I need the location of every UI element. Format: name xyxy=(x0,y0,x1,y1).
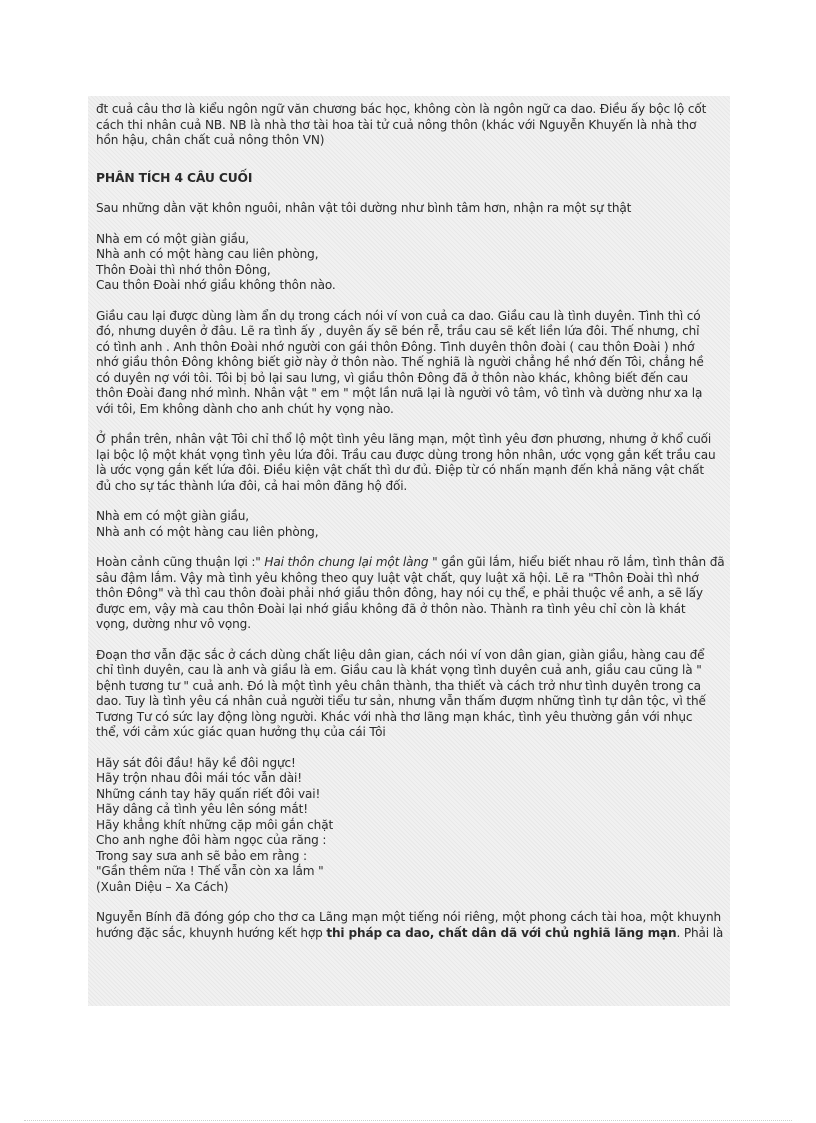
text-line: Ở phần trên, nhân vật Tôi chỉ thổ lộ một tình yêu lãng mạn, một tình yêu đơn phương, nhưng ở khổ cuối xyxy=(96,432,712,446)
text-run: Hoàn cảnh cũng thuận lợi :" xyxy=(96,555,265,569)
poem-3 xyxy=(96,756,732,896)
text-line: sâu đậm lắm. Vậy mà tình yêu không theo quy luật vật chất, quy luật xã hội. Lẽ ra "Thôn Đoài thì nhớ xyxy=(96,570,699,585)
poem-line: Hãy dâng cả tình yêu lên sóng mắt! xyxy=(96,802,308,816)
text-line: đó, nhưng duyên ở đâu. Lẽ ra tình ấy , duyên ấy sẽ bén rễ, trầu cau sẽ kết liền lứa đôi. Thế nhưng, chỉ xyxy=(96,324,700,338)
poem-line: Cho anh nghe đôi hàm ngọc của răng : xyxy=(96,833,327,847)
poem-line: Hãy khẳng khít những cặp môi gắn chặt xyxy=(96,817,334,832)
quote-italic: Hai thôn chung lại một làng xyxy=(264,555,429,569)
text-line: Nguyễn Bính đã đóng góp cho thơ ca Lãng mạn một tiếng nói riêng, một phong cách tài hoa, một khuynh xyxy=(96,910,721,924)
poem-line: Cau thôn Đoài nhớ giầu không thôn nào. xyxy=(96,278,336,292)
text-line: Đoạn thơ vẫn đặc sắc ở cách dùng chất liệu dân gian, cách nói ví von dân gian, giàn giầu, hàng cau để xyxy=(96,647,705,662)
text-run: hướng đặc sắc, khuynh hướng kết hợp xyxy=(96,925,327,940)
bold-phrase: thi pháp ca dao, chất dân dã với chủ nghiã lãng mạn xyxy=(326,925,677,940)
document-body xyxy=(96,102,732,956)
text-line: thể, với cảm xúc giác quan hưởng thụ của cái Tôi xyxy=(96,725,386,739)
text-line: lại bộc lộ một khát vọng tình yêu lứa đôi. Trầu cau được dùng trong hôn nhân, ước vọng gắn kết trầu cau xyxy=(96,447,716,462)
page-bottom-rule xyxy=(24,1120,792,1121)
poem-line: Trong say sưa anh sẽ bảo em rằng : xyxy=(96,848,307,863)
text-line: với tôi, Em không dành cho anh chút hy vọng nào. xyxy=(96,401,394,416)
text-line: vọng, dường như vô vọng. xyxy=(96,617,251,631)
text-line xyxy=(96,555,732,571)
text-line: là ước vọng gắn kết lứa đôi. Điều kiện vật chất thì dư đủ. Điệp từ có nhấn mạnh đến khả năng vật chất xyxy=(96,463,704,477)
text-line: Tương Tư có sức lay động lòng người. Khác với nhà thơ lãng mạn khác, tình yêu thường gắn với nhục xyxy=(96,709,693,724)
text-line: được em, vậy mà cau thôn Đoài lại nhớ giầu không đã ở thôn nào. Thành ra tình yêu chỉ còn là khát xyxy=(96,601,686,616)
text-line: có duyên nợ với tôi. Tôi bị bỏ lại sau lưng, vì giầu thôn Đông đã ở thôn nào khác, không biết đến cau xyxy=(96,370,688,385)
text-line: chỉ tình duyên, cau là anh và giầu là em. Giầu cau là khát vọng tình duyên cuả anh, giầu cau cũng là " xyxy=(96,663,702,677)
text-run: " gần gũi lắm, hiểu biết nhau rõ lắm, tình thân đã xyxy=(428,555,725,569)
poem-line: "Gần thêm nữa ! Thế vẫn còn xa lắm " xyxy=(96,864,324,878)
section-heading: PHÂN TÍCH 4 CÂU CUỐI xyxy=(96,170,253,185)
poem-attribution: (Xuân Diệu – Xa Cách) xyxy=(96,879,229,894)
poem-line: Những cánh tay hãy quấn riết đôi vai! xyxy=(96,786,321,801)
poem-line: Nhà em có một giàn giầu, xyxy=(96,509,250,523)
text-run: . Phải là xyxy=(676,925,724,940)
text-line: hồn hậu, chân chất cuả nông thôn VN) xyxy=(96,133,325,147)
paragraph-6 xyxy=(96,910,732,941)
poem-line: Hãy trộn nhau đôi mái tóc vẫn dài! xyxy=(96,771,302,785)
poem-1 xyxy=(96,232,732,294)
text-line: dao. Tuy là tình yêu cá nhân cuả người tiểu tư sản, nhưng vẫn thấm đượm những tình tự dân tộc, vì thế xyxy=(96,694,706,708)
paragraph-5 xyxy=(96,648,732,741)
poem-2 xyxy=(96,509,732,540)
text-line: Giầu cau lại được dùng làm ẩn dụ trong cách nói ví von cuả ca dao. Giầu cau là tình duyên. Tình thì có xyxy=(96,308,701,323)
paragraph-3 xyxy=(96,432,732,494)
text-line: thôn Đông" và thì cau thôn đoài phải nhớ giầu thôn đông, hay nói cụ thể, e phải thuộc về anh, a sẽ lấy xyxy=(96,586,703,600)
text-line: bệnh tương tư " cuả anh. Đó là một tình yêu chân thành, tha thiết và cách trở như tình duyên trong ca xyxy=(96,678,701,693)
poem-line: Thôn Đoài thì nhớ thôn Đông, xyxy=(96,262,271,277)
poem-line: Nhà anh có một hàng cau liên phòng, xyxy=(96,247,319,261)
poem-line: Nhà em có một giàn giầu, xyxy=(96,231,250,246)
text-line: đủ cho sự tác thành lứa đôi, cả hai môn đăng hộ đối. xyxy=(96,478,408,493)
text-line: nhớ giầu thôn Đông không biết giờ này ở thôn nào. Thế nghiã là người chẳng hề nhớ đến Tôi, chẳng hề xyxy=(96,355,704,369)
paragraph-2 xyxy=(96,309,732,418)
text-line xyxy=(96,926,732,942)
text-line: cách thi nhân cuả NB. NB là nhà thơ tài hoa tài tử cuả nông thôn (khác với Nguyễn Khuyến là nhà thơ xyxy=(96,117,697,132)
paragraph-4 xyxy=(96,555,732,633)
poem-line: Nhà anh có một hàng cau liên phòng, xyxy=(96,524,319,539)
text-line: thôn Đoài đang nhớ mình. Nhân vật " em " một lần nưã lại là người vô tâm, vô tình và dường như xa lạ xyxy=(96,386,703,400)
intro-paragraph xyxy=(96,102,732,149)
paragraph-1: Sau những dằn vặt khôn nguôi, nhân vật tôi dường như bình tâm hơn, nhận ra một sự thật xyxy=(96,201,632,215)
text-line: đt cuả câu thơ là kiểu ngôn ngữ văn chương bác học, không còn là ngôn ngữ ca dao. Điều ấy bộc lộ cốt xyxy=(96,102,707,116)
text-line: có tình anh . Anh thôn Đoài nhớ người con gái thôn Đông. Tình duyên thôn đoài ( cau thôn Đoài ) nhớ xyxy=(96,339,695,354)
poem-line: Hãy sát đôi đầu! hãy kề đôi ngực! xyxy=(96,755,296,770)
